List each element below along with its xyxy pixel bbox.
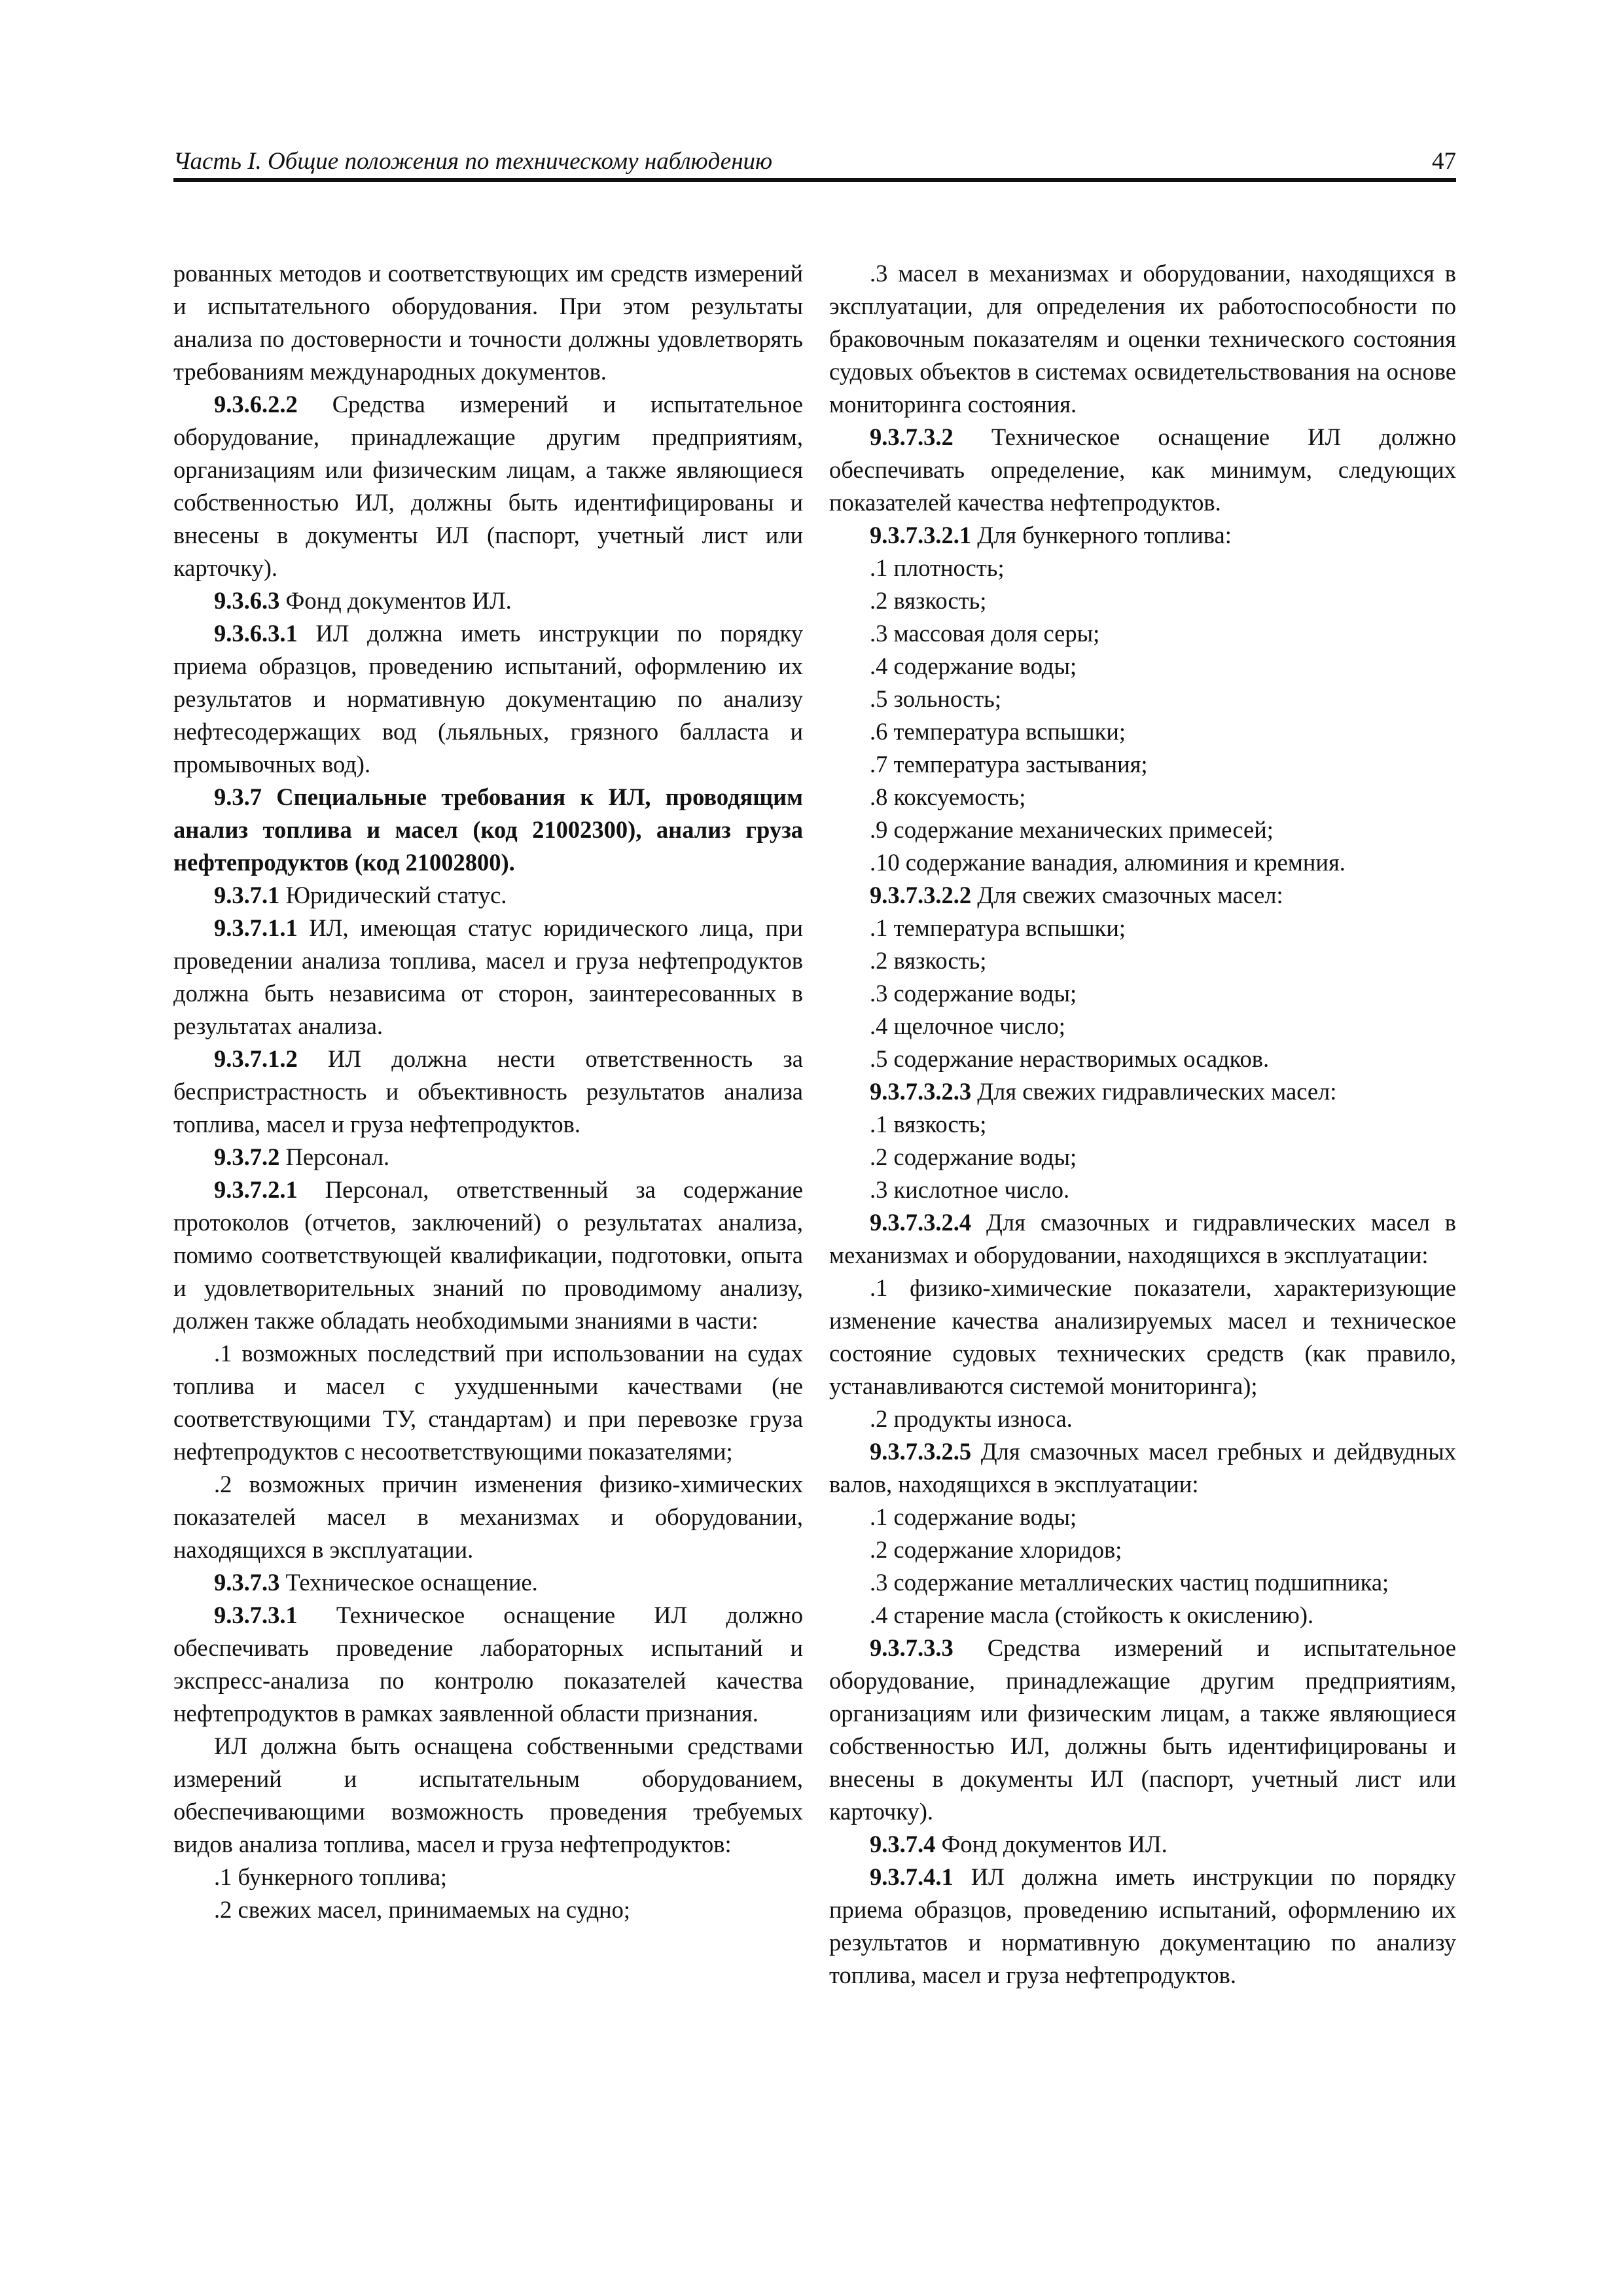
list-item [829,1566,1456,1599]
paragraph-text: рованных методов и соответствующих им средств измерений и испытательного оборудования. При этом результаты анализа по достоверности и точности должны удовлетворять требованиям международных документов. [173,260,803,385]
list-item-text: .1 содержание воды; [870,1503,1077,1530]
clause-number: 9.3.7.3.2.2 [870,882,972,908]
list-item [829,1403,1456,1435]
list-item-text: .4 содержание воды; [870,653,1077,679]
list-item [829,715,1456,748]
clause-number: 9.3.6.3.1 [214,620,298,647]
list-item [829,1043,1456,1075]
list-item [829,1272,1456,1403]
paragraph [173,912,803,1043]
paragraph [173,1730,803,1861]
list-item [829,584,1456,617]
paragraph [173,1566,803,1599]
list-item-text: .1 бункерного топлива; [214,1863,448,1890]
clause-number: 9.3.7.4.1 [870,1863,954,1890]
header-rule [173,178,1456,182]
list-item-text: .1 физико-химические показатели, характеризующие изменение качества анализируемых масел и техническое состояние судовых технических средств (как правило, устанавливаются системой мониторинга); [829,1274,1456,1399]
clause-number: 9.3.7.3.2.1 [870,522,972,548]
clause-number: 9.3.7.3.3 [870,1634,954,1661]
list-item-text: .8 коксуемость; [870,783,1026,810]
paragraph-text: Фонд документов ИЛ. [279,587,512,614]
paragraph-text: ИЛ должна нести ответственность за беспристрастность и объективность результатов анализа топлива, масел и груза нефтепродуктов. [173,1045,803,1138]
list-item-text: .1 температура вспышки; [870,914,1126,941]
list-item [173,1468,803,1566]
list-item [829,1174,1456,1206]
clause-number: 9.3.7.1.2 [214,1045,298,1072]
list-item-text: .3 содержание воды; [870,980,1077,1007]
paragraph-text: Для свежих гидравлических масел: [971,1078,1337,1105]
paragraph [829,421,1456,519]
list-item [829,683,1456,715]
paragraph-text: Для смазочных и гидравлических масел в механизмах и оборудовании, находящихся в эксплуатации: [829,1209,1456,1268]
list-item [829,1010,1456,1043]
paragraph [173,617,803,781]
paragraph-text: Средства измерений и испытательное оборудование, принадлежащие другим предприятиям, организациям или физическим лицам, а также являющиеся собственностью ИЛ, должны быть идентифицированы и внесены в документы ИЛ (паспорт, учетный лист или карточку). [829,1634,1456,1825]
clause-number: 9.3.7.3.2.5 [870,1438,972,1465]
paragraph [829,1435,1456,1501]
section-heading-text: 9.3.7 Специальные требования к ИЛ, проводящим анализ топлива и масел (код 21002300), анализ груза нефтепродуктов (код 21002800). [173,783,803,876]
list-item-text: .6 температура вспышки; [870,718,1126,745]
page-number: 47 [1432,148,1456,175]
list-item-text: .2 продукты износа. [870,1405,1073,1432]
paragraph-text: Техническое оснащение ИЛ должно обеспечивать определение, как минимум, следующих показателей качества нефтепродуктов. [829,423,1456,516]
list-item-text: .1 возможных последствий при использовании на судах топлива и масел с ухудшенными качествами (не соответствующими ТУ, стандартам) и при перевозке груза нефтепродуктов с несоответствующими показателями; [173,1340,803,1465]
list-item [829,552,1456,584]
clause-number: 9.3.7.2 [214,1143,280,1170]
paragraph-text: Фонд документов ИЛ. [935,1831,1168,1857]
list-item-text: .10 содержание ванадия, алюминия и кремния. [870,849,1346,876]
list-item-text: .3 кислотное число. [870,1176,1070,1203]
running-header [173,145,1456,178]
paragraph-text: Для бункерного топлива: [971,522,1232,548]
list-item [829,977,1456,1010]
paragraph [173,257,803,388]
list-item-text: .3 массовая доля серы; [870,620,1100,647]
list-item-text: .2 возможных причин изменения физико-химических показателей масел в механизмах и оборудовании, находящихся в эксплуатации. [173,1471,803,1563]
paragraph-text: ИЛ должна иметь инструкции по порядку приема образцов, проведению испытаний, оформлению их результатов и нормативную документацию по анализу топлива, масел и груза нефтепродуктов. [829,1863,1456,1988]
list-item [173,1893,803,1926]
right-column [829,257,1456,1992]
paragraph [829,1075,1456,1108]
list-item [173,1861,803,1893]
list-item-text: .2 вязкость; [870,587,987,614]
list-item [829,1141,1456,1174]
list-item-text: .4 старение масла (стойкость к окислению). [870,1602,1314,1628]
list-item [829,617,1456,650]
list-item-text: .3 масел в механизмах и оборудовании, находящихся в эксплуатации, для определения их работоспособности по браковочным показателям и оценки технического состояния судовых объектов в системах освидетельствования на основе мониторинга состояния. [829,260,1456,418]
paragraph [829,1632,1456,1828]
paragraph-text: Средства измерений и испытательное оборудование, принадлежащие другим предприятиям, организациям или физическим лицам, а также являющиеся собственностью ИЛ, должны быть идентифицированы и внесены в документы ИЛ (паспорт, учетный лист или карточку). [173,391,803,581]
list-item-text: .1 вязкость; [870,1111,987,1138]
list-item [829,1108,1456,1141]
paragraph [173,1141,803,1174]
paragraph-text: ИЛ должна быть оснащена собственными средствами измерений и испытательным оборудованием, обеспечивающими возможность проведения требуемых видов анализа топлива, масел и груза нефтепродуктов: [173,1732,803,1857]
list-item [829,748,1456,781]
list-item-text: .5 содержание нерастворимых осадков. [870,1045,1270,1072]
left-column [173,257,803,1926]
paragraph [829,1861,1456,1992]
list-item-text: .2 содержание хлоридов; [870,1536,1122,1563]
paragraph [829,879,1456,912]
paragraph [173,584,803,617]
list-item [829,846,1456,879]
list-item-text: .2 свежих масел, принимаемых на судно; [214,1896,631,1923]
paragraph-text: Для свежих смазочных масел: [971,882,1283,908]
paragraph [173,1174,803,1337]
paragraph-text: Персонал, ответственный за содержание протоколов (отчетов, заключений) о результатах анализа, помимо соответствующей квалификации, подготовки, опыта и удовлетворительных знаний по проводимому анализу, должен также обладать необходимыми знаниями в части: [173,1176,803,1334]
list-item [829,1599,1456,1632]
clause-number: 9.3.6.2.2 [214,391,298,418]
paragraph-text: Техническое оснащение. [279,1569,538,1596]
paragraph [829,1206,1456,1272]
paragraph-text: Персонал. [279,1143,390,1170]
list-item [829,650,1456,683]
clause-number: 9.3.7.1 [214,882,280,908]
paragraph-text: Юридический статус. [279,882,507,908]
paragraph-text: Техническое оснащение ИЛ должно обеспечивать проведение лабораторных испытаний и экспресс-анализа по контролю показателей качества нефтепродуктов в рамках заявленной области признания. [173,1602,803,1727]
paragraph-text: ИЛ, имеющая статус юридического лица, при проведении анализа топлива, масел и груза нефтепродуктов должна быть независима от сторон, заинтересованных в результатах анализа. [173,914,803,1039]
paragraph [173,1599,803,1730]
list-item [173,1337,803,1468]
list-item-text: .5 зольность; [870,685,1001,712]
list-item [829,1501,1456,1534]
paragraph [829,519,1456,552]
list-item-text: .2 содержание воды; [870,1143,1077,1170]
list-item [829,781,1456,814]
clause-number: 9.3.7.2.1 [214,1176,298,1203]
header-title: Часть I. Общие положения по техническому наблюдению [173,148,773,175]
clause-number: 9.3.7.3.2.3 [870,1078,972,1105]
list-item [829,944,1456,977]
list-item-text: .2 вязкость; [870,947,987,974]
list-item-text: .1 плотность; [870,554,1005,581]
paragraph-text: Для смазочных масел гребных и дейдвудных валов, находящихся в эксплуатации: [829,1438,1456,1498]
paragraph-text: ИЛ должна иметь инструкции по порядку приема образцов, проведению испытаний, оформлению их результатов и нормативную документацию по анализу нефтесодержащих вод (льяльных, грязного балласта и промывочных вод). [173,620,803,778]
list-item [829,814,1456,846]
list-item [829,912,1456,944]
list-item-text: .9 содержание механических примесей; [870,816,1274,843]
list-item [829,1534,1456,1566]
clause-number: 9.3.7.3.1 [214,1602,298,1628]
list-item-text: .7 температура застывания; [870,751,1148,778]
clause-number: 9.3.7.3.2.4 [870,1209,972,1236]
paragraph [173,388,803,584]
paragraph [173,1043,803,1141]
clause-number: 9.3.7.4 [870,1831,936,1857]
clause-number: 9.3.7.3 [214,1569,280,1596]
list-item-text: .4 щелочное число; [870,1013,1065,1039]
clause-number: 9.3.7.3.2 [870,423,954,450]
section-heading [173,781,803,879]
paragraph [829,1828,1456,1861]
clause-number: 9.3.6.3 [214,587,280,614]
paragraph [173,879,803,912]
list-item [829,257,1456,421]
list-item-text: .3 содержание металлических частиц подшипника; [870,1569,1389,1596]
clause-number: 9.3.7.1.1 [214,914,298,941]
